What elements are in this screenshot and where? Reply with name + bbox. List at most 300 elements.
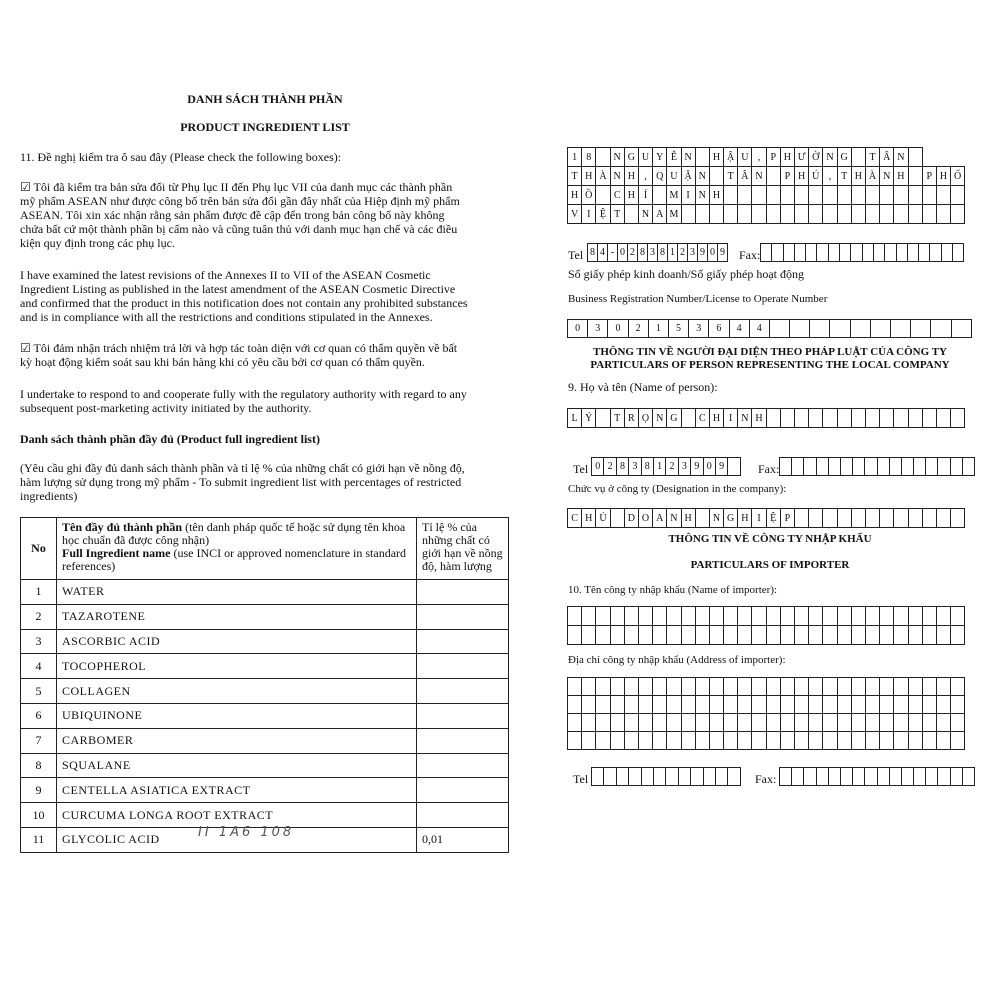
char-box[interactable] [715,767,728,786]
char-box[interactable]: H [624,166,639,186]
char-box[interactable] [624,677,639,696]
char-box[interactable] [652,606,667,626]
char-box[interactable]: H [780,147,795,167]
char-box[interactable] [709,166,724,186]
char-box[interactable] [610,677,625,696]
char-box[interactable]: N [695,185,710,205]
char-box[interactable] [808,508,823,528]
char-box[interactable]: Â [737,166,752,186]
char-box[interactable] [922,508,937,528]
char-box[interactable]: Ố [950,166,965,186]
char-box[interactable]: - [607,243,618,262]
char-box[interactable] [879,204,894,224]
char-box[interactable] [865,731,880,750]
char-box[interactable] [780,204,795,224]
char-box[interactable]: 0 [591,457,604,476]
char-box[interactable] [865,625,880,645]
char-box[interactable] [681,625,696,645]
char-box[interactable] [595,677,610,696]
char-box[interactable]: P [766,147,781,167]
char-box[interactable] [595,147,610,167]
char-box[interactable] [879,508,894,528]
char-box[interactable] [610,731,625,750]
char-box[interactable] [766,625,781,645]
char-box[interactable] [652,713,667,732]
char-box[interactable]: T [610,204,625,224]
char-box[interactable] [780,408,795,428]
char-box[interactable] [936,695,951,714]
char-box[interactable]: 8 [616,457,629,476]
char-box[interactable] [766,695,781,714]
char-box[interactable]: T [837,166,852,186]
char-box[interactable]: T [723,166,738,186]
char-box[interactable] [780,185,795,205]
char-box[interactable] [624,606,639,626]
char-box[interactable]: N [610,147,625,167]
char-box[interactable] [908,731,923,750]
char-box[interactable] [865,185,880,205]
char-box[interactable] [851,713,866,732]
char-box[interactable] [690,767,703,786]
char-box[interactable] [681,695,696,714]
char-box[interactable] [794,713,809,732]
char-box[interactable] [695,204,710,224]
char-box[interactable]: N [822,147,837,167]
char-box[interactable] [595,408,610,428]
char-box[interactable] [709,713,724,732]
char-box[interactable] [638,731,653,750]
char-box[interactable] [581,695,596,714]
char-box[interactable] [652,677,667,696]
char-box[interactable] [695,508,710,528]
char-box[interactable] [723,695,738,714]
char-box[interactable]: Ậ [681,166,696,186]
char-box[interactable] [709,625,724,645]
char-box[interactable]: C [610,185,625,205]
char-box[interactable] [822,677,837,696]
char-box[interactable]: U [638,147,653,167]
char-box[interactable] [595,695,610,714]
char-box[interactable] [723,606,738,626]
char-box[interactable] [603,767,616,786]
char-box[interactable] [737,677,752,696]
char-box[interactable] [950,677,965,696]
char-box[interactable] [879,625,894,645]
char-box[interactable]: N [666,508,681,528]
char-box[interactable]: H [709,185,724,205]
char-box[interactable] [709,695,724,714]
char-box[interactable] [851,508,866,528]
char-box[interactable] [789,319,810,338]
char-box[interactable] [794,204,809,224]
char-box[interactable] [865,713,880,732]
char-box[interactable]: T [865,147,880,167]
char-box[interactable] [922,185,937,205]
char-box[interactable] [638,677,653,696]
char-box[interactable] [879,731,894,750]
char-box[interactable] [751,625,766,645]
char-box[interactable]: N [893,147,908,167]
char-box[interactable]: 2 [665,457,678,476]
char-box[interactable] [780,677,795,696]
char-box[interactable]: I [581,204,596,224]
char-box[interactable]: Ễ [666,147,681,167]
char-box[interactable]: Ú [808,166,823,186]
char-box[interactable]: I [681,185,696,205]
char-box[interactable] [908,713,923,732]
char-box[interactable] [808,713,823,732]
char-box[interactable] [591,767,604,786]
char-box[interactable]: G [723,508,738,528]
char-box[interactable] [837,625,852,645]
char-box[interactable]: 8 [581,147,596,167]
char-box[interactable] [865,695,880,714]
char-box[interactable] [950,185,965,205]
char-box[interactable]: I [723,408,738,428]
char-box[interactable] [851,695,866,714]
char-box[interactable]: 8 [657,243,668,262]
char-box[interactable]: Ồ [581,185,596,205]
char-box[interactable] [624,695,639,714]
char-box[interactable]: H [851,166,866,186]
char-box[interactable]: A [652,204,667,224]
char-box[interactable] [681,731,696,750]
char-box[interactable]: 1 [667,243,678,262]
char-box[interactable] [695,147,710,167]
char-box[interactable] [652,625,667,645]
char-box[interactable] [936,508,951,528]
char-box[interactable] [822,731,837,750]
char-box[interactable] [723,204,738,224]
char-box[interactable] [653,767,666,786]
char-box[interactable] [879,677,894,696]
char-box[interactable] [595,185,610,205]
char-box[interactable]: 2 [628,319,649,338]
char-box[interactable]: N [695,166,710,186]
char-box[interactable] [950,508,965,528]
char-box[interactable]: 1 [648,319,669,338]
char-box[interactable] [829,319,850,338]
char-box[interactable] [822,606,837,626]
char-box[interactable] [908,147,923,167]
char-box[interactable] [737,625,752,645]
char-box[interactable] [727,767,740,786]
char-box[interactable] [962,457,975,476]
char-box[interactable] [962,767,975,786]
char-box[interactable] [780,731,795,750]
char-box[interactable]: G [624,147,639,167]
char-box[interactable] [936,677,951,696]
char-box[interactable] [709,204,724,224]
char-box[interactable]: H [567,185,582,205]
char-box[interactable] [893,508,908,528]
char-box[interactable] [950,408,965,428]
char-box[interactable] [809,319,830,338]
char-box[interactable] [769,319,790,338]
char-box[interactable]: R [624,408,639,428]
char-box[interactable] [581,606,596,626]
char-box[interactable]: V [567,204,582,224]
char-box[interactable] [666,625,681,645]
char-box[interactable] [851,731,866,750]
char-box[interactable] [616,767,629,786]
char-box[interactable]: N [652,408,667,428]
char-box[interactable] [922,204,937,224]
char-box[interactable] [638,713,653,732]
char-box[interactable]: M [666,185,681,205]
char-box[interactable]: , [822,166,837,186]
char-box[interactable]: O [638,508,653,528]
char-box[interactable]: N [879,166,894,186]
char-box[interactable] [808,731,823,750]
char-box[interactable]: Ờ [808,147,823,167]
char-box[interactable] [952,243,964,262]
char-box[interactable] [910,319,931,338]
char-box[interactable] [808,677,823,696]
char-box[interactable]: N [737,408,752,428]
char-box[interactable] [780,606,795,626]
char-box[interactable]: A [652,508,667,528]
char-box[interactable] [737,185,752,205]
char-box[interactable] [922,408,937,428]
char-box[interactable]: 9 [690,457,703,476]
char-box[interactable] [681,204,696,224]
char-box[interactable] [936,408,951,428]
char-box[interactable] [794,185,809,205]
char-box[interactable] [666,713,681,732]
char-box[interactable] [581,625,596,645]
char-box[interactable] [595,713,610,732]
char-box[interactable] [567,731,582,750]
char-box[interactable] [893,695,908,714]
char-box[interactable] [936,625,951,645]
char-box[interactable] [936,185,951,205]
char-box[interactable]: H [893,166,908,186]
char-box[interactable]: H [709,408,724,428]
char-box[interactable] [908,606,923,626]
char-box[interactable]: Ư [794,147,809,167]
char-box[interactable]: N [681,147,696,167]
char-box[interactable] [837,606,852,626]
char-box[interactable] [727,457,740,476]
char-box[interactable]: T [567,166,582,186]
char-box[interactable] [908,166,923,186]
char-box[interactable]: , [751,147,766,167]
char-box[interactable] [837,204,852,224]
char-box[interactable] [808,625,823,645]
char-box[interactable]: 2 [627,243,638,262]
char-box[interactable] [851,606,866,626]
char-box[interactable] [950,204,965,224]
char-box[interactable] [865,606,880,626]
char-box[interactable] [951,319,972,338]
char-box[interactable] [879,185,894,205]
char-box[interactable]: 6 [708,319,729,338]
char-box[interactable] [681,606,696,626]
char-box[interactable] [666,695,681,714]
char-box[interactable] [851,408,866,428]
char-box[interactable] [950,731,965,750]
char-box[interactable]: 9 [697,243,708,262]
char-box[interactable] [908,204,923,224]
char-box[interactable] [879,606,894,626]
char-box[interactable]: N [751,166,766,186]
char-box[interactable]: , [638,166,653,186]
char-box[interactable] [595,625,610,645]
char-box[interactable]: 3 [647,243,658,262]
char-box[interactable]: 8 [641,457,654,476]
char-box[interactable] [567,625,582,645]
char-box[interactable]: Í [638,185,653,205]
char-box[interactable] [709,731,724,750]
char-box[interactable] [794,606,809,626]
char-box[interactable] [751,695,766,714]
char-box[interactable] [723,731,738,750]
char-box[interactable] [695,677,710,696]
char-box[interactable] [837,731,852,750]
char-box[interactable] [922,606,937,626]
char-box[interactable] [908,508,923,528]
char-box[interactable]: À [865,166,880,186]
char-box[interactable] [751,606,766,626]
char-box[interactable]: 9 [715,457,728,476]
char-box[interactable]: À [595,166,610,186]
char-box[interactable]: H [624,185,639,205]
char-box[interactable] [723,625,738,645]
char-box[interactable]: D [624,508,639,528]
char-box[interactable] [624,713,639,732]
char-box[interactable] [870,319,891,338]
char-box[interactable]: L [567,408,582,428]
char-box[interactable] [766,408,781,428]
char-box[interactable]: H [794,166,809,186]
char-box[interactable]: 3 [688,319,709,338]
char-box[interactable]: 4 [597,243,608,262]
char-box[interactable] [794,677,809,696]
char-box[interactable]: 8 [587,243,598,262]
char-box[interactable] [695,713,710,732]
char-box[interactable] [851,677,866,696]
char-box[interactable]: Ọ [638,408,653,428]
char-box[interactable]: 3 [687,243,698,262]
char-box[interactable] [695,695,710,714]
char-box[interactable] [808,204,823,224]
char-box[interactable] [737,713,752,732]
char-box[interactable] [837,408,852,428]
char-box[interactable] [950,625,965,645]
char-box[interactable] [624,625,639,645]
char-box[interactable] [822,625,837,645]
char-box[interactable] [567,713,582,732]
char-box[interactable]: T [610,408,625,428]
char-box[interactable] [703,767,716,786]
char-box[interactable] [610,713,625,732]
char-box[interactable] [837,677,852,696]
char-box[interactable] [641,767,654,786]
char-box[interactable]: 2 [603,457,616,476]
char-box[interactable] [581,677,596,696]
char-box[interactable] [794,508,809,528]
char-box[interactable]: 3 [587,319,608,338]
char-box[interactable]: H [737,508,752,528]
char-box[interactable] [930,319,951,338]
char-box[interactable] [624,731,639,750]
char-box[interactable]: I [751,508,766,528]
char-box[interactable] [851,147,866,167]
char-box[interactable] [780,625,795,645]
char-box[interactable] [695,606,710,626]
char-box[interactable] [893,731,908,750]
char-box[interactable] [681,677,696,696]
char-box[interactable] [850,319,871,338]
char-box[interactable] [822,508,837,528]
char-box[interactable]: 1 [653,457,666,476]
char-box[interactable] [681,408,696,428]
char-box[interactable] [610,695,625,714]
char-box[interactable] [638,625,653,645]
char-box[interactable]: N [610,166,625,186]
char-box[interactable] [837,185,852,205]
char-box[interactable] [908,185,923,205]
char-box[interactable]: 0 [617,243,628,262]
char-box[interactable] [922,625,937,645]
char-box[interactable] [822,185,837,205]
char-box[interactable] [751,677,766,696]
char-box[interactable]: H [581,166,596,186]
char-box[interactable]: G [666,408,681,428]
char-box[interactable] [936,713,951,732]
char-box[interactable] [567,606,582,626]
char-box[interactable] [908,625,923,645]
char-box[interactable]: H [936,166,951,186]
char-box[interactable] [865,408,880,428]
char-box[interactable] [610,625,625,645]
char-box[interactable] [893,606,908,626]
char-box[interactable] [879,695,894,714]
char-box[interactable] [837,713,852,732]
char-box[interactable] [665,767,678,786]
char-box[interactable]: Ý [581,408,596,428]
char-box[interactable] [780,713,795,732]
char-box[interactable] [567,677,582,696]
char-box[interactable]: Y [652,147,667,167]
char-box[interactable] [837,508,852,528]
char-box[interactable] [908,408,923,428]
char-box[interactable] [893,204,908,224]
char-box[interactable] [922,695,937,714]
char-box[interactable] [851,625,866,645]
char-box[interactable]: 0 [707,243,718,262]
char-box[interactable] [794,731,809,750]
char-box[interactable] [865,677,880,696]
char-box[interactable]: 4 [749,319,770,338]
char-box[interactable]: U [666,166,681,186]
char-box[interactable] [638,606,653,626]
char-box[interactable]: Ậ [723,147,738,167]
char-box[interactable] [666,606,681,626]
char-box[interactable]: 8 [637,243,648,262]
char-box[interactable] [766,677,781,696]
char-box[interactable]: 9 [717,243,728,262]
char-box[interactable] [695,731,710,750]
char-box[interactable]: 3 [628,457,641,476]
char-box[interactable] [766,185,781,205]
char-box[interactable] [610,606,625,626]
char-box[interactable]: 0 [703,457,716,476]
char-box[interactable] [865,204,880,224]
char-box[interactable] [837,695,852,714]
char-box[interactable]: 5 [668,319,689,338]
